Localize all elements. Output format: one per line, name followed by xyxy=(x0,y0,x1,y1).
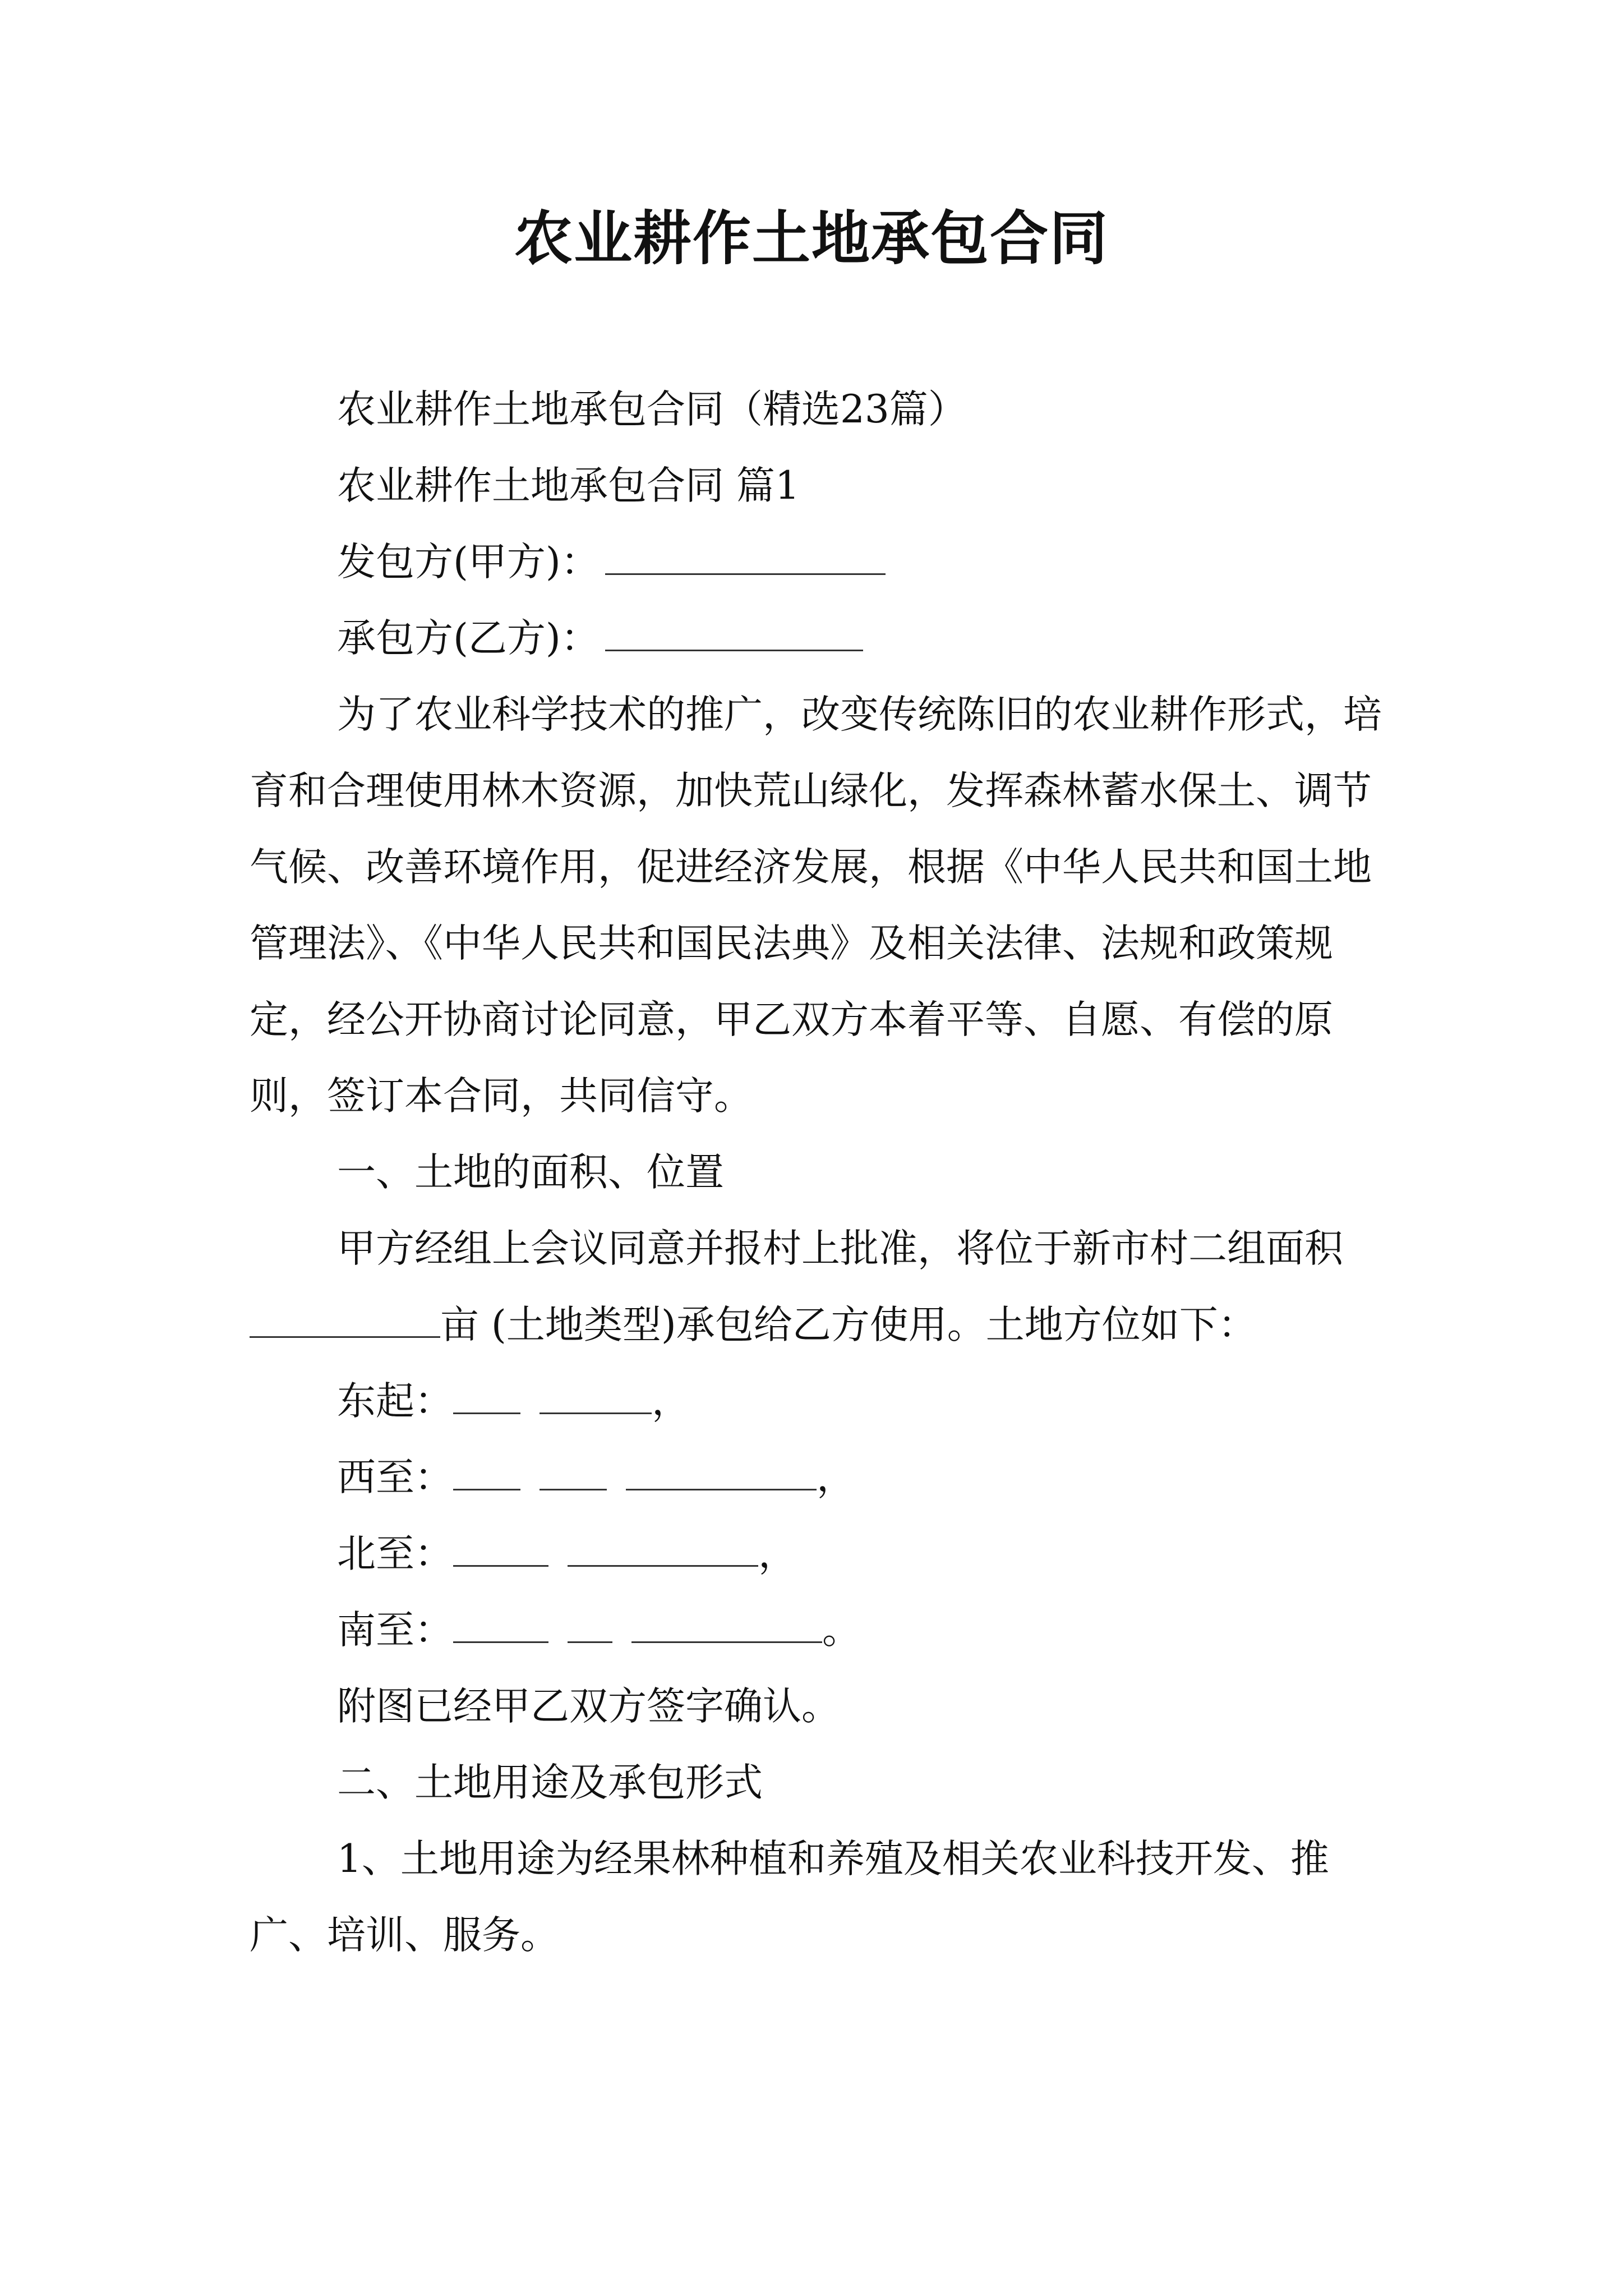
east-blank-2 xyxy=(540,1383,652,1414)
west-blank-1 xyxy=(453,1460,520,1490)
south-line xyxy=(250,1592,1405,1668)
east-blank-1 xyxy=(453,1383,520,1414)
document-subtitle: 农业耕作土地承包合同（精选23篇） xyxy=(337,387,967,432)
north-end: ， xyxy=(758,1531,797,1576)
west-end: ， xyxy=(817,1455,855,1500)
document-title: 农业耕作土地承包合同 xyxy=(514,204,1109,273)
party-b-line xyxy=(250,600,1405,677)
intro-paragraph: 为了农业科学技术的推广，改变传统陈旧的农业耕作形式，培育和合理使用林木资源，加快荒山绿化，发挥森林蓄水保土、调节气候、改善环境作用，促进经济发展，根据《中华人民共和国土地管理法》、《中华人民共和国民法典》及相关法律、法规和政策规定，经公开协商讨论同意，甲乙双方本着平等、自愿、有偿的原则，签订本合同，共同信守。 xyxy=(250,692,1382,1119)
south-label: 南至： xyxy=(337,1608,453,1653)
west-label: 西至： xyxy=(337,1455,453,1500)
attachment-note: 附图已经甲乙双方签字确认。 xyxy=(337,1684,840,1729)
party-b-label: 承包方(乙方)： xyxy=(337,616,600,661)
south-blank-1 xyxy=(453,1612,548,1643)
north-line xyxy=(250,1516,1405,1592)
document-body xyxy=(250,371,1405,1973)
section1-text-before: 甲方经组上会议同意并报村上批准，将位于新市村二组面积 xyxy=(337,1226,1343,1271)
section1-text-after: 亩 (土地类型)承包给乙方使用。土地方位如下： xyxy=(440,1303,1257,1347)
north-blank-1 xyxy=(453,1536,548,1567)
north-label: 北至： xyxy=(337,1531,453,1576)
south-blank-3 xyxy=(631,1612,822,1643)
party-a-blank xyxy=(605,544,886,575)
area-blank xyxy=(250,1307,440,1338)
west-blank-3 xyxy=(626,1460,817,1490)
party-b-blank xyxy=(605,620,863,651)
east-line xyxy=(250,1363,1405,1439)
north-blank-2 xyxy=(568,1536,758,1567)
section1-paragraph xyxy=(250,1211,1405,1363)
east-end: ， xyxy=(652,1379,690,1424)
west-line xyxy=(250,1439,1405,1516)
west-blank-2 xyxy=(540,1460,607,1490)
party-a-line xyxy=(250,524,1405,600)
section1-heading: 一、土地的面积、位置 xyxy=(337,1150,724,1195)
south-end: 。 xyxy=(822,1608,861,1653)
party-a-label: 发包方(甲方)： xyxy=(337,540,600,585)
south-blank-2 xyxy=(568,1612,612,1643)
chapter-heading: 农业耕作土地承包合同 篇1 xyxy=(337,463,800,508)
section2-heading: 二、土地用途及承包形式 xyxy=(337,1760,763,1805)
east-label: 东起： xyxy=(337,1379,453,1424)
section2-item1: 1、土地用途为经果林种植和养殖及相关农业科技开发、推广、培训、服务。 xyxy=(250,1837,1329,1958)
